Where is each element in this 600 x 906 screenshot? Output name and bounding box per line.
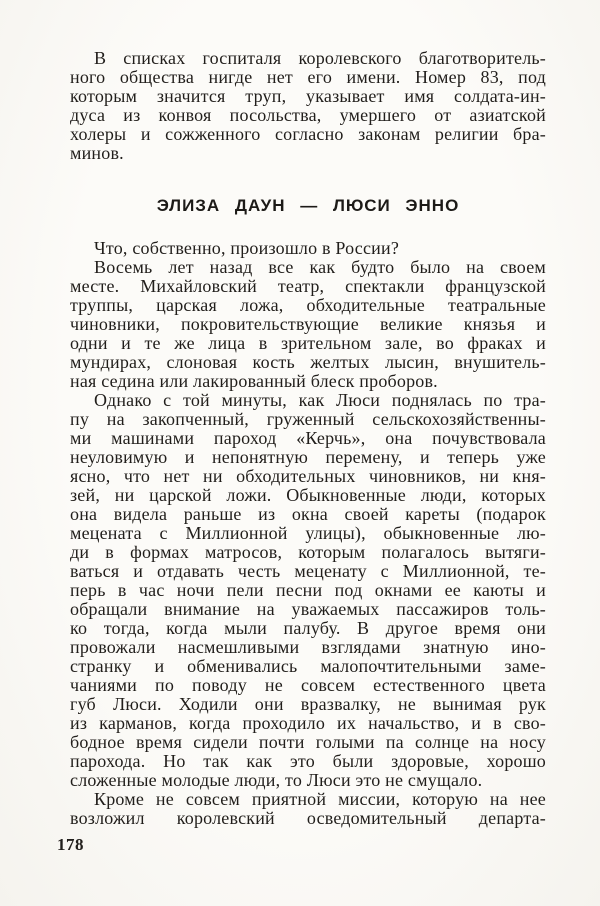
text-line: пу на закопченный, груженный сельскохозяйственны- [70,409,546,429]
text-line: сложенные молодые люди, то Люси это не смущало. [70,770,483,790]
text-line: провожали насмешливыми взглядами знатную ино- [70,637,546,657]
text-line: чаниями по поводу не совсем естественного цвета [70,675,546,695]
text-line: дуса из конвоя посольства, умершего от азиатской [70,105,546,125]
text-line: холеры и сожженного согласно законам религии бра- [70,124,546,144]
text-line: ди в формах матросов, которым полагалось вытяги- [70,542,546,562]
paragraph [70,790,546,828]
text-line: которым значится труп, указывает имя солдата-ин- [70,86,546,106]
text-line: она видела раньше из окна своей кареты (подарок [70,504,546,524]
paragraph [70,391,546,790]
text-line: ного общества нигде нет его имени. Номер 83, под [70,67,546,87]
text-line: ваться и отдавать честь меценату с Миллионной, те- [70,561,546,581]
text-line: ми машинами пароход «Керчь», она почувствовала [70,428,546,448]
text-line: зей, ни царской ложи. Обыкновенные люди, которых [70,485,546,505]
text-line: мецената с Миллионной улицы), обыкновенные лю- [70,523,546,543]
text-line: Кроме не совсем приятной миссии, которую на нее [94,789,546,809]
text-line: В списках госпиталя королевского благотворитель- [94,48,546,68]
text-line: труппы, царская ложа, обходительные театральные [70,295,546,315]
page-number: 178 [57,835,84,854]
text-line: одни и те же лица в зрительном зале, во фраках и [70,333,546,353]
text-line: обращали внимание на уважаемых пассажиров толь- [70,599,546,619]
text-line: из карманов, когда проходило их начальство, и в сво- [70,713,546,733]
paragraph [70,49,546,163]
text-line: перь в час ночи пели песни под окнами ее каюты и [70,580,546,600]
text-line: ко тогда, когда мыли палубу. В другое время они [70,618,546,638]
text-line: возложил королевский осведомительный департа- [70,808,546,828]
text-line: губ Люси. Ходили они вразвалку, не вынимая рук [70,694,546,714]
paragraph [70,239,546,258]
text-line: месте. Михайловский театр, спектакли французской [70,276,546,296]
chapter-heading: ЭЛИЗА ДАУН — ЛЮСИ ЭННО [156,196,460,215]
text-line: минов. [70,143,124,163]
text-line: странку и обменивались малопочтительными заме- [70,656,546,676]
text-line: ясно, что нет ни обходительных чиновников, ни кня- [70,466,546,486]
text-line: Восемь лет назад все как будто было на своем [94,257,546,277]
text-line: бодное время сидели почти голыми па солнце на носу [70,732,546,752]
text-line: ная седина или лакированный блеск проборов. [70,371,438,391]
text-line: парохода. Но так как это были здоровые, хорошо [70,751,546,771]
text-line: неуловимую и непонятную перемену, и теперь уже [70,447,546,467]
text-line: Что, собственно, произошло в России? [94,238,400,258]
text-line: Однако с той минуты, как Люси поднялась по тра- [94,390,546,410]
paragraph [70,258,546,391]
text-block [70,49,546,828]
text-line: мундирах, слоновая кость желтых лысин, внушитель- [70,352,546,372]
text-line: чиновники, покровительствующие великие князья и [70,314,546,334]
